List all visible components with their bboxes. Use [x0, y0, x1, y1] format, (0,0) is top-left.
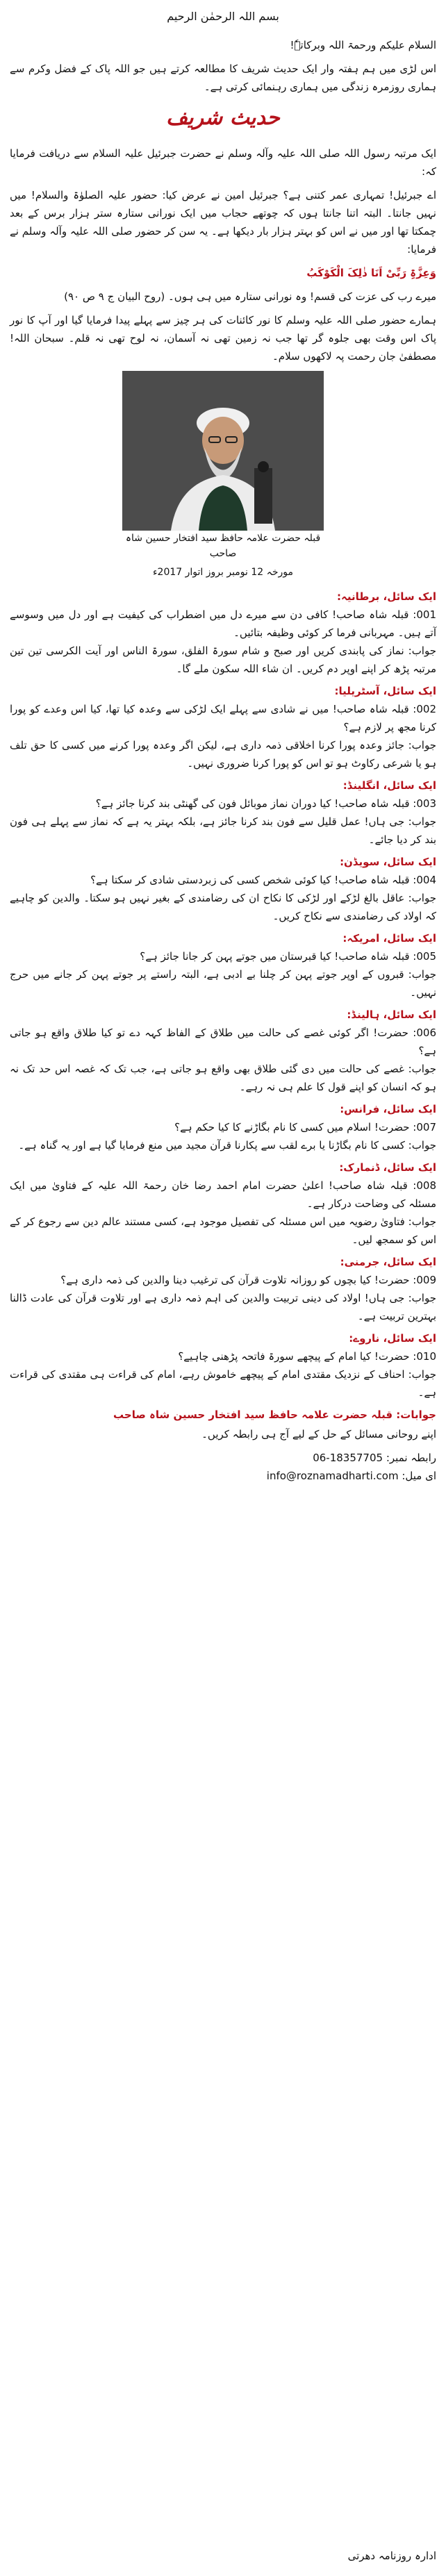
qa-item — [10, 776, 436, 849]
qa-answer: جواب: عاقل بالغ لڑکے اور لڑکی کا نکاح ان کی رضامندی کے بغیر نہیں ہو سکتا۔ والدین کو چاہیے کہ اولاد کی رضامندی سے نکاح کریں۔ — [10, 892, 436, 922]
greeting: السلام علیکم ورحمۃ اللہ وبرکاتہٗ! — [290, 39, 436, 51]
qa-answer: جواب: احناف کے نزدیک مقتدی امام کے پیچھے خاموش رہے، امام کی قراءت ہی مقتدی کی قراءت ہے۔ — [10, 1368, 436, 1399]
qa-list — [10, 588, 436, 1402]
qa-item — [10, 929, 436, 1002]
qa-asker: ایک سائل، امریکہ: — [342, 932, 436, 945]
qa-item — [10, 853, 436, 925]
qa-item — [10, 682, 436, 772]
qa-item — [10, 1329, 436, 1402]
qa-question: 004: قبلہ شاہ صاحب! کیا کوئی شخص کسی کی زبردستی شادی کر سکتا ہے؟ — [90, 874, 436, 886]
qa-question: 008: قبلہ شاہ صاحب! اعلیٰ حضرت امام احمد رضا خان رحمۃ اللہ علیہ کے فتاویٰ میں ایک مسئلہ کی وضاحت درکار ہے۔ — [10, 1179, 436, 1210]
qa-answer: جواب: نماز کی پابندی کریں اور صبح و شام سورۃ الفلق، سورۃ الناس اور آیت الکرسی تین تین مرتبہ پڑھ کر اپنے اوپر دم کریں۔ ان شاء اللہ سکون ملے گا۔ — [10, 645, 436, 675]
qa-question: 003: قبلہ شاہ صاحب! کیا دوران نماز موبائل فون کی گھنٹی بند کرنا جائز ہے؟ — [95, 797, 436, 810]
qa-answer: جواب: غصے کی حالت میں دی گئی طلاق بھی واقع ہو جاتی ہے، جب تک کہ غصہ اس حد تک نہ ہو کہ انسان کو اپنے قول کا علم ہی نہ رہے۔ — [10, 1063, 436, 1093]
qa-item — [10, 1158, 436, 1249]
email-label: ای میل: — [402, 1470, 436, 1482]
hadith-translation: میرے رب کی عزت کی قسم! وہ نورانی ستارہ میں ہی ہوں۔ (روح البیان ج ۹ ص ۹۰) — [64, 290, 436, 303]
section-heading: حدیث شریف — [166, 106, 280, 130]
bismillah: بسم اللہ الرحمٰن الرحیم — [167, 10, 279, 23]
qa-asker: ایک سائل، جرمنی: — [340, 1256, 436, 1268]
qa-question: 007: حضرت! اسلام میں کسی کا نام بگاڑنے کا کیا حکم ہے؟ — [174, 1121, 436, 1133]
qa-question: 009: حضرت! کیا بچوں کو روزانہ تلاوت قرآن کی ترغیب دینا والدین کی ذمہ داری ہے؟ — [60, 1274, 436, 1286]
qa-asker: ایک سائل، برطانیہ: — [337, 590, 436, 603]
footer-text: ادارہ روزنامہ دھرتی — [347, 2550, 436, 2562]
closing-note: اپنے روحانی مسائل کے حل کے لیے آج ہی رابطہ کریں۔ — [201, 1428, 436, 1440]
qa-asker: ایک سائل، ناروے: — [349, 1332, 436, 1345]
qa-asker: ایک سائل، ہالینڈ: — [347, 1008, 436, 1021]
intro-paragraph: اس لڑی میں ہم ہفتہ وار ایک حدیث شریف کا مطالعہ کرتے ہیں جو اللہ پاک کے فضل وکرم سے ہماری روزمرہ زندگی میں ہماری رہنمائی کرتی ہے۔ — [10, 63, 436, 93]
qa-answer: جواب: فتاویٰ رضویہ میں اس مسئلہ کی تفصیل موجود ہے، کسی مستند عالم دین سے رجوع کر کے اس کو سمجھ لیں۔ — [10, 1215, 436, 1246]
footer — [10, 2547, 436, 2570]
answers-signature: جوابات: قبلہ حضرت علامہ حافظ سید افتخار حسین شاہ صاحب — [113, 1409, 436, 1421]
qa-item — [10, 1100, 436, 1154]
qa-asker: ایک سائل، آسٹریلیا: — [334, 685, 436, 697]
scholar-photo-block — [122, 371, 324, 561]
contact-block — [10, 1449, 436, 1485]
phone-row — [10, 1449, 436, 1467]
qa-item — [10, 1006, 436, 1096]
qa-question: 002: قبلہ شاہ صاحب! میں نے شادی سے پہلے ایک لڑکی سے وعدہ کیا تھا، کیا اس وعدے کو پورا کرنا مجھ پر لازم ہے؟ — [10, 703, 436, 733]
qa-item — [10, 1253, 436, 1325]
qa-answer: جواب: جی ہاں! اولاد کی دینی تربیت والدین کی اہم ذمہ داری ہے اور تلاوت قرآن کی عادت ڈالنا بہترین تربیت ہے۔ — [10, 1292, 436, 1322]
qa-answer: جواب: کسی کا نام بگاڑنا یا برے لقب سے پکارنا قرآن مجید میں منع فرمایا گیا ہے اور یہ گناہ ہے۔ — [18, 1139, 436, 1152]
qa-asker: ایک سائل، ڈنمارک: — [339, 1161, 436, 1174]
qa-item — [10, 588, 436, 678]
hadith-line-2: اے جبرئیل! تمہاری عمر کتنی ہے؟ جبرئیل امین نے عرض کیا: حضور علیہ الصلوٰۃ والسلام! میں نہیں جانتا۔ البتہ اتنا جانتا ہوں کہ چوتھے حجاب میں ایک نورانی ستارہ ستر ہزار برس کے بعد چمکتا تھا اور میں نے اس کو بہتر ہزار بار دیکھا ہے۔ یہ سن کر حضور صلی اللہ علیہ وآلہ وسلم نے فرمایا: — [10, 189, 436, 256]
qa-question: 006: حضرت! اگر کوئی غصے کی حالت میں طلاق کے الفاظ کہہ دے تو کیا طلاق واقع ہو جاتی ہے؟ — [10, 1027, 436, 1057]
qa-answer: جواب: جی ہاں! عمل قلیل سے فون بند کرنا جائز ہے، بلکہ بہتر یہ ہے کہ نماز سے پہلے ہی فون بند کر دیا جائے۔ — [10, 815, 436, 846]
qa-answer: جواب: جائز وعدہ پورا کرنا اخلاقی ذمہ داری ہے، لیکن اگر وعدہ پورا کرنے میں کسی کا حق تلف ہو یا شرعی رکاوٹ ہو تو اس کو پورا کرنا ضروری نہیں۔ — [10, 739, 436, 770]
phone-label: رابطہ نمبر: — [386, 1452, 436, 1464]
hadith-line-1: ایک مرتبہ رسول اللہ صلی اللہ علیہ وآلہ وسلم نے حضرت جبرئیل علیہ السلام سے دریافت فرمایا کہ: — [10, 147, 436, 178]
publish-date: مورخہ 12 نومبر بروز اتوار 2017ء — [152, 567, 294, 578]
phone-number[interactable]: 06-18357705 — [313, 1452, 383, 1464]
qa-asker: ایک سائل، سویڈن: — [340, 856, 436, 868]
qa-question: 001: قبلہ شاہ صاحب! کافی دن سے میرے دل میں اضطراب کی کیفیت ہے اور دل میں وسوسے آتے ہیں۔ مہربانی فرما کر کوئی وظیفہ بتائیں۔ — [10, 608, 436, 639]
email-address[interactable]: info@roznamadharti.com — [266, 1470, 399, 1482]
qa-question: 010: حضرت! کیا امام کے پیچھے سورۃ فاتحہ پڑھنی چاہیے؟ — [178, 1350, 436, 1363]
hadith-closing: ہمارے حضور صلی اللہ علیہ وسلم کا نور کائنات کی ہر چیز سے پہلے پیدا فرمایا گیا اور آپ کا نور پاک اس وقت بھی جلوہ گر تھا جب نہ زمین تھی نہ آسمان، نہ لوح تھی نہ قلم۔ سبحان اللہ! مصطفیٰ جان رحمت پہ لاکھوں سلام۔ — [10, 314, 436, 363]
scholar-portrait — [122, 371, 324, 531]
email-row — [10, 1467, 436, 1485]
qa-answer: جواب: قبروں کے اوپر جوتے پہن کر چلنا بے ادبی ہے، البتہ راستے پر جوتے پہن کر جانے میں حرج نہیں۔ — [10, 968, 436, 999]
hadith-arabic: وَعِزَّۃِ رَبِّیْ اَنَا ذٰلِکَ الْکَوْکَبُ — [306, 267, 436, 279]
qa-question: 005: قبلہ شاہ صاحب! کیا قبرستان میں جوتے پہن کر جانا جائز ہے؟ — [140, 950, 436, 963]
qa-asker: ایک سائل، انگلینڈ: — [342, 779, 436, 792]
qa-asker: ایک سائل، فرانس: — [340, 1103, 436, 1115]
photo-caption: قبلہ حضرت علامہ حافظ سید افتخار حسین شاہ صاحب — [125, 533, 321, 559]
